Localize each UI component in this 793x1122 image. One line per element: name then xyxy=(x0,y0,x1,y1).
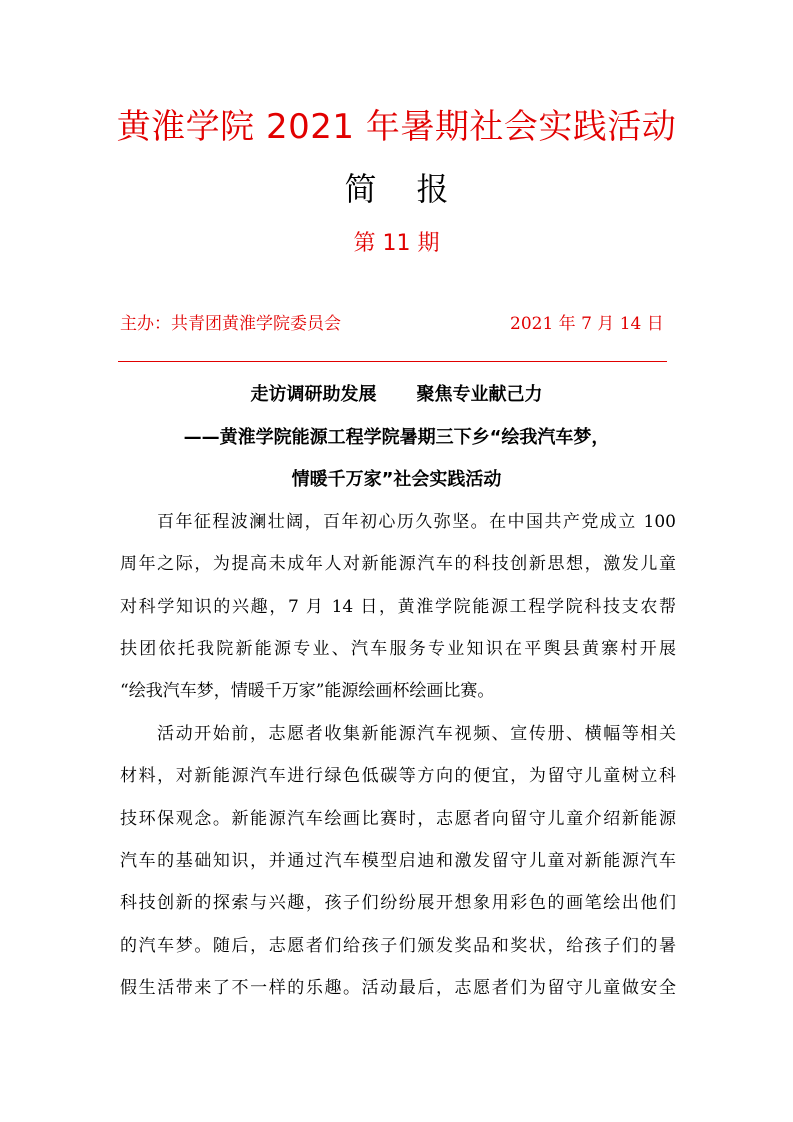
paragraph-line: 扶团依托我院新能源专业、汽车服务专业知识在平舆县黄寨村开展 xyxy=(120,639,676,659)
paragraph-line: 的汽车梦。随后，志愿者们给孩子们颁发奖品和奖状，给孩子们的暑 xyxy=(120,936,676,956)
bulletin-name: 简报 xyxy=(344,170,489,208)
paragraph-line: 汽车的基础知识，并通过汽车模型启迪和激发留守儿童对新能源汽车 xyxy=(120,851,676,871)
issue-number: 第 11 期 xyxy=(353,231,440,256)
article-title-part-1: 走访调研助发展 xyxy=(250,384,377,405)
issue-date: 2021 年 7 月 14 日 xyxy=(510,314,664,334)
sponsor-line: 主办：共青团黄淮学院委员会 xyxy=(120,314,341,334)
paragraph-line: 周年之际，为提高未成年人对新能源汽车的科技创新思想，激发儿童 xyxy=(120,554,676,574)
paragraph-line: 活动开始前，志愿者收集新能源汽车视频、宣传册、横幅等相关 xyxy=(157,724,676,744)
paragraph-line: 材料，对新能源汽车进行绿色低碳等方向的便宜，为留守儿童树立科 xyxy=(120,766,676,786)
article-title-line-1 xyxy=(0,381,793,409)
paragraph-line: 假生活带来了不一样的乐趣。活动最后，志愿者们为留守儿童做安全 xyxy=(120,978,676,998)
header-divider xyxy=(118,361,667,362)
paragraph-line: 技环保观念。新能源汽车绘画比赛时，志愿者向留守儿童介绍新能源 xyxy=(120,809,676,829)
paragraph-line: “绘我汽车梦，情暖千万家”能源绘画杯绘画比赛。 xyxy=(120,681,495,701)
paragraph-line: 对科学知识的兴趣，7 月 14 日，黄淮学院能源工程学院科技支农帮 xyxy=(120,597,676,617)
article-title-line-2: ——黄淮学院能源工程学院暑期三下乡“绘我汽车梦， xyxy=(183,427,610,448)
paragraph-line: 科技创新的探索与兴趣，孩子们纷纷展开想象用彩色的画笔绘出他们 xyxy=(120,893,676,913)
masthead-title: 黄淮学院 2021 年暑期社会实践活动 xyxy=(116,107,677,147)
paragraph-line: 百年征程波澜壮阔，百年初心历久弥坚。在中国共产党成立 100 xyxy=(157,512,676,532)
article-title-part-2: 聚焦专业献己力 xyxy=(416,384,543,405)
article-title-line-3: 情暖千万家”社会实践活动 xyxy=(291,469,502,490)
